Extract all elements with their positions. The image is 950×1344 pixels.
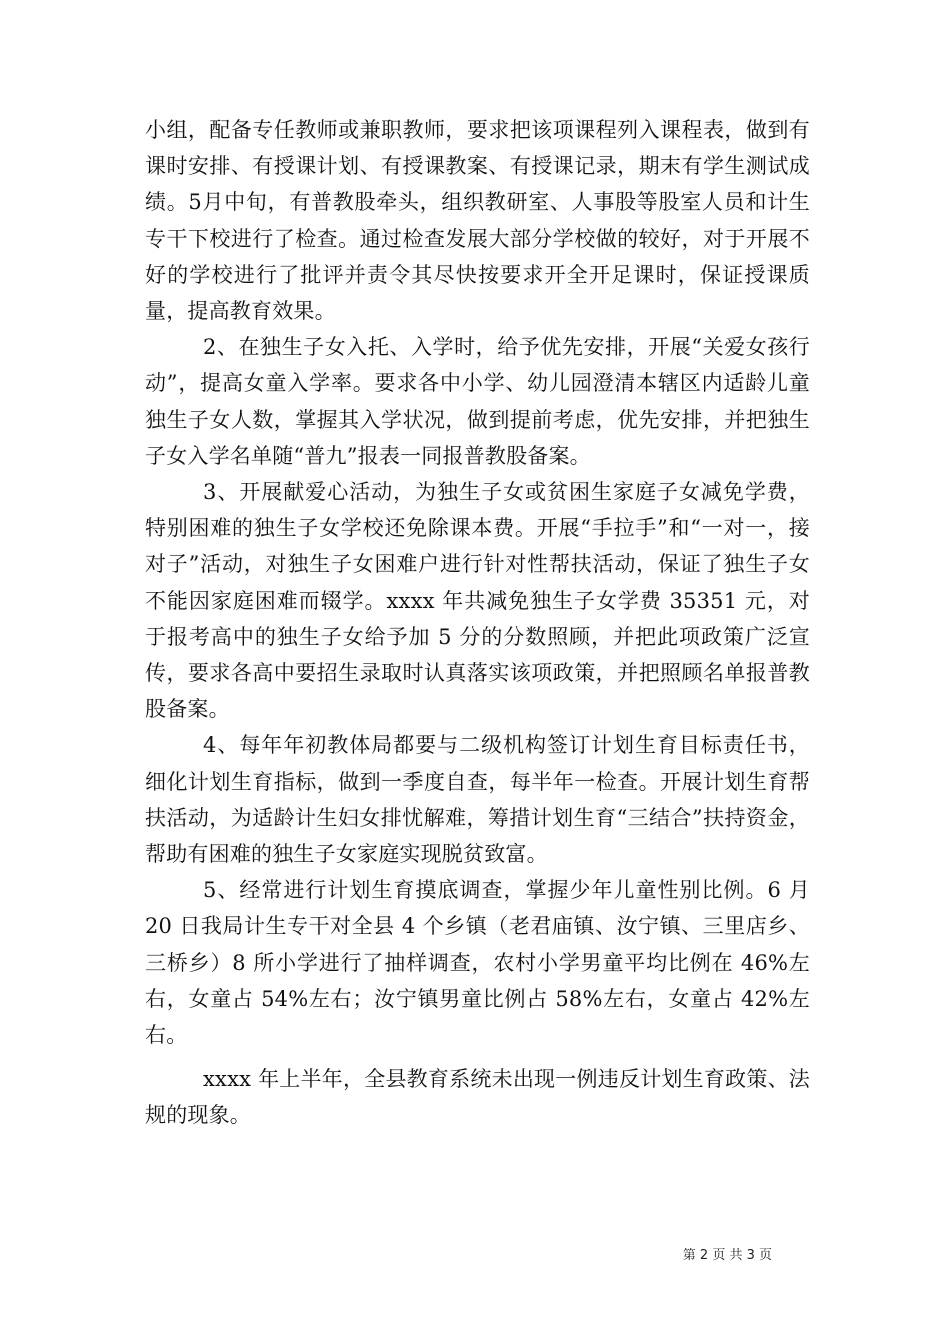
paragraph-item-2: 2、在独生子女入托、入学时，给予优先安排，开展“关爱女孩行动”，提高女童入学率。要求各中小学、幼儿园澄清本辖区内适龄儿童独生子女人数，掌握其入学状况，做到提前考虑，优先安排，并把独生子女入学名单随“普九”报表一同报普教股备案。 [145, 335, 810, 468]
paragraph-item-5: 5、经常进行计划生育摸底调查，掌握少年儿童性别比例。6 月 20 日我局计生专干对全县 4 个乡镇（老君庙镇、汝宁镇、三里店乡、三桥乡）8 所小学进行了抽样调查，农村小学男童平均比例在 46%左右，女童占 54%左右；汝宁镇男童比例占 58%左右，女童占 42%左右。 [145, 878, 810, 1048]
paragraph-item-3: 3、开展献爱心活动，为独生子女或贫困生家庭子女减免学费，特别困难的独生子女学校还免除课本费。开展“手拉手”和“一对一，接对子”活动，对独生子女困难户进行针对性帮扶活动，保证了独生子女不能因家庭困难而辍学。xxxx 年共减免独生子女学费 35351 元，对于报考高中的独生子女给予加 5 分的分数照顾，并把此项政策广泛宣传，要求各高中要招生录取时认真落实该项政策，并把照顾名单报普教股备案。 [145, 480, 810, 722]
paragraph-item-4: 4、每年年初教体局都要与二级机构签订计划生育目标责任书，细化计划生育指标，做到一季度自查，每半年一检查。开展计划生育帮扶活动，为适龄计生妇女排忧解难，筹措计划生育“三结合”扶持资金，帮助有困难的独生子女家庭实现脱贫致富。 [145, 733, 810, 867]
page-number: 第 2 页 共 3 页 [682, 1248, 772, 1263]
paragraph-gap [145, 1053, 810, 1061]
document-body [145, 112, 810, 1134]
paragraph-summary: xxxx 年上半年，全县教育系统未出现一例违反计划生育政策、法规的现象。 [145, 1067, 810, 1128]
paragraph-continuation: 小组，配备专任教师或兼职教师，要求把该项课程列入课程表，做到有课时安排、有授课计划、有授课教案、有授课记录，期末有学生测试成绩。5月中旬，有普教股牵头，组织教研室、人事股等股室人员和计生专干下校进行了检查。通过检查发展大部分学校做的较好，对于开展不好的学校进行了批评并责令其尽快按要求开全开足课时，保证授课质量，提高教育效果。 [145, 118, 810, 324]
